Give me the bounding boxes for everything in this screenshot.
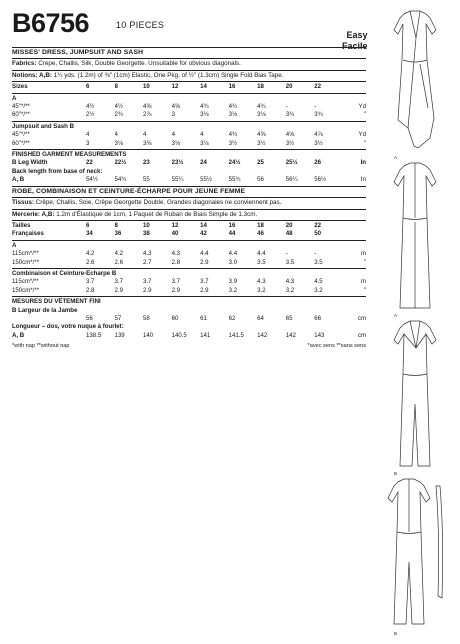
francaises-row: Françaises 34 36 38 40 42 44 46 48 50 xyxy=(12,230,321,238)
chart-area xyxy=(12,46,366,351)
finished-label-fr: MESURES DU VÊTEMENT FINI xyxy=(12,298,101,306)
tailles-row: Tailles 6 8 10 12 14 16 18 20 22 xyxy=(12,221,321,229)
caption-b2: B xyxy=(394,631,398,636)
pattern-number: B6756 xyxy=(12,8,90,38)
table-row: A, B 54½ 54¾ 55 55¼ 55½ 55¾ 56 56¼ 56½ In xyxy=(12,176,366,184)
difficulty-en: Easy xyxy=(346,30,368,40)
table-row: 60"*/** 2½ 2¾ 2⅞ 3 3⅛ 3⅛ 3⅛ 3¾ 3¾ " xyxy=(12,111,366,119)
yardage-table-fr: Tailles 6 8 10 12 14 16 18 20 22 Françaises 34 36 38 40 42 44 46 48 50 A 115cm*/** 4.2 4.2 4.3 4.3 4.4 4.4 4.4 - - m 150cm*/** 2.6 2.6 2.7 2.8 2.9 3.0 3.5 3.5 3.5 " Combinaison et Ceinture-Écharpe B 115cm*/** 3.7 3.7 3.7 3.7 3.7 3.9 4.3 4.3 4.5 m 150cm*/** 2.8 2.9 2.9 2.9 2.9 3.2 3.2 3.2 3.2 " MESURES DU VÊTEMENT FINI B Largeur de la Jambe 56 57 58 60 61 62 64 65 66 cm Longueur – dos, votre nuque à fourlet: A, B 138.5 139 140 140.5 141 141.5 142 142 143 cm xyxy=(12,221,366,339)
table-row: 115cm*/** 4.2 4.2 4.3 4.3 4.4 4.4 4.4 - - m xyxy=(12,250,366,258)
header xyxy=(12,8,370,51)
table-row: B Leg Width 22 22½ 23 23½ 24 24½ 25 25½ 26 In xyxy=(12,159,366,167)
footnote-en: *with nap **without nap xyxy=(12,343,70,350)
yardage-table-en: Sizes 6 8 10 12 14 16 18 20 22 A 45"*/** 4½ 4½ 4⅝ 4⅝ 4¾ 4¾ 4¾ - - Yd 60"*/** 2½ 2¾ 2⅞ 3 3⅛ 3⅛ 3⅛ 3¾ 3¾ " Jumpsuit and Sash B 45"*/** 4 4 4 4 4 4¾ 4⅝ 4⅝ 4⅞ Yd 60"*/** 3 3⅛ 3⅜ 3⅛ 3⅛ 3½ 3½ 3½ 3½ " FINISHED GARMENT MEASUREMENTS B Leg Width 22 22½ 23 23½ 24 24½ 25 25½ 26 In Back length from base of neck: A, B 54½ 54¾ 55 55¼ 55½ 55¾ 56 56¼ 56½ In xyxy=(12,83,366,184)
table-row: 60"*/** 3 3⅛ 3⅜ 3⅛ 3⅛ 3½ 3½ 3½ 3½ " xyxy=(12,139,366,147)
drawing-jumpsuit-back xyxy=(380,476,450,636)
table-row: 45"*/** 4½ 4½ 4⅝ 4⅝ 4¾ 4¾ 4¾ - - Yd xyxy=(12,103,366,111)
fabrics-en: Fabrics: Crepe, Challis, Silk, Double Georgette. Unsuitable for obvious diagonals. xyxy=(12,60,241,68)
table-row: 150cm*/** 2.8 2.9 2.9 2.9 2.9 3.2 3.2 3.2 3.2 " xyxy=(12,286,366,294)
title-en: MISSES' DRESS, JUMPSUIT AND SASH xyxy=(12,49,144,56)
title-fr: ROBE, COMBINAISON ET CEINTURE-ÉCHARPE POUR JEUNE FEMME xyxy=(12,187,246,195)
finished-label-en: FINISHED GARMENT MEASUREMENTS xyxy=(12,151,127,159)
table-row: A, B 138.5 139 140 140.5 141 141.5 142 142 143 cm xyxy=(12,331,366,339)
table-row: 150cm*/** 2.6 2.6 2.7 2.8 2.9 3.0 3.5 3.5 3.5 " xyxy=(12,258,366,266)
caption-a2: A xyxy=(394,313,398,318)
drawing-dress-back xyxy=(380,160,450,318)
technical-drawings xyxy=(380,8,450,636)
table-row: 45"*/** 4 4 4 4 4 4¾ 4⅝ 4⅝ 4⅞ Yd xyxy=(12,131,366,139)
difficulty-fr: Facile xyxy=(342,41,368,51)
sizes-row: Sizes 6 8 10 12 14 16 18 20 22 xyxy=(12,83,321,91)
notions-en: Notions: A,B: 1¼ yds. (1.2m) of ⅜" (1cm) Elastic, One Pkg. of ½" (1.3cm) Single Fold Bias Tape. xyxy=(12,71,284,79)
drawing-jumpsuit-front xyxy=(380,318,450,476)
view-a-label: A xyxy=(12,94,17,102)
caption-a: A xyxy=(394,155,398,160)
footnote-fr: *avec sens **sans sens xyxy=(307,343,366,350)
footnotes xyxy=(12,342,366,350)
drawing-dress-front xyxy=(380,8,450,160)
notions-fr: Mercerie: A,B: 1.2m d'Élastique de 1cm, 1 Paquet de Ruban de Biais Simple de 1.3cm. xyxy=(12,210,258,218)
view-b-label: Jumpsuit and Sash B xyxy=(12,122,74,130)
table-row: 56 57 58 60 61 62 64 65 66 cm xyxy=(85,314,366,322)
caption-b: B xyxy=(394,471,398,476)
pieces-count: 10 PIECES xyxy=(116,20,165,30)
table-row: 115cm*/** 3.7 3.7 3.7 3.7 3.7 3.9 4.3 4.3 4.5 m xyxy=(12,278,366,286)
fabrics-fr: Tissus: Crêpe, Challis, Soie, Crêpe Georgette Double. Grandes diagonales ne conviennent pas. xyxy=(12,199,282,207)
